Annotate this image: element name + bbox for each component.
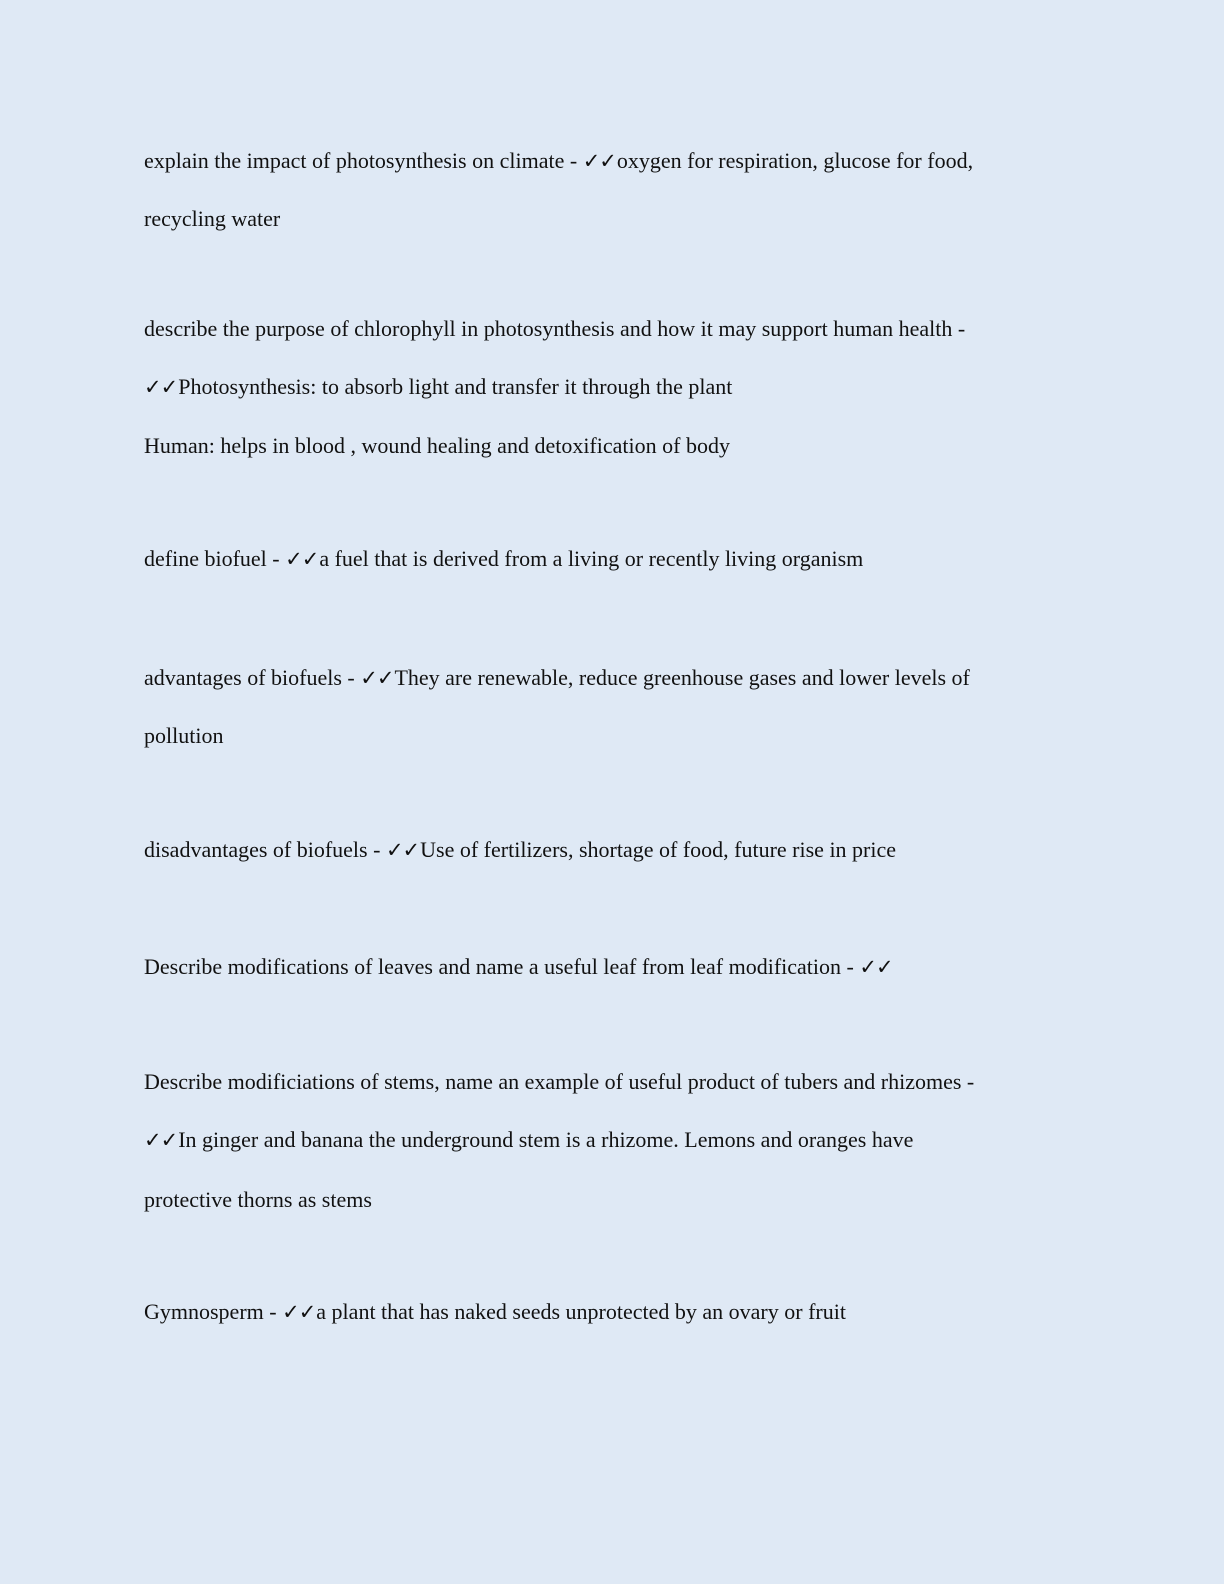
card-3-term: define biofuel -	[144, 546, 280, 571]
card-4-answer: They are renewable, reduce greenhouse gases and lower levels of	[394, 665, 970, 690]
check-marks-icon: ✓✓	[285, 547, 319, 571]
card-7-line-2	[144, 1126, 913, 1154]
card-2-term: describe the purpose of chlorophyll in photosynthesis and how it may support human health -	[144, 316, 966, 341]
card-1-line-1	[144, 147, 973, 175]
card-4-term: advantages of biofuels -	[144, 665, 355, 690]
card-1-line-2: recycling water	[144, 206, 281, 231]
check-marks-icon: ✓✓	[582, 149, 616, 173]
card-5-answer: Use of fertilizers, shortage of food, future rise in price	[420, 837, 897, 862]
check-marks-icon: ✓✓	[282, 1300, 316, 1324]
card-7-line-3: protective thorns as stems	[144, 1187, 372, 1212]
card-2-answer: Photosynthesis: to absorb light and transfer it through the plant	[178, 374, 733, 399]
card-2-line-3: Human: helps in blood , wound healing and detoxification of body	[144, 433, 730, 458]
card-1-answer: oxygen for respiration, glucose for food,	[616, 148, 974, 173]
card-8-line-1	[144, 1298, 846, 1326]
card-4-line-1	[144, 664, 970, 692]
check-marks-icon: ✓✓	[360, 666, 394, 690]
check-marks-icon: ✓✓	[144, 375, 178, 399]
card-2-line-2	[144, 373, 732, 401]
card-5-term: disadvantages of biofuels -	[144, 837, 381, 862]
card-3-line-1	[144, 545, 863, 573]
card-7-answer: In ginger and banana the underground stem is a rhizome. Lemons and oranges have	[178, 1127, 914, 1152]
card-1-term: explain the impact of photosynthesis on climate -	[144, 148, 578, 173]
card-7-term: Describe modificiations of stems, name an example of useful product of tubers and rhizomes -	[144, 1069, 975, 1094]
check-marks-icon: ✓✓	[859, 955, 893, 979]
check-marks-icon: ✓✓	[144, 1128, 178, 1152]
check-marks-icon: ✓✓	[385, 838, 420, 862]
card-8-answer: a plant that has naked seeds unprotected by an ovary or fruit	[316, 1299, 846, 1324]
card-3-answer: a fuel that is derived from a living or recently living organism	[319, 546, 864, 571]
card-5-line-1	[144, 836, 896, 864]
card-8-term: Gymnosperm -	[144, 1299, 277, 1324]
card-4-line-2: pollution	[144, 723, 224, 748]
card-6-term: Describe modifications of leaves and name a useful leaf from leaf modification -	[144, 954, 854, 979]
card-6-line-1	[144, 953, 894, 981]
